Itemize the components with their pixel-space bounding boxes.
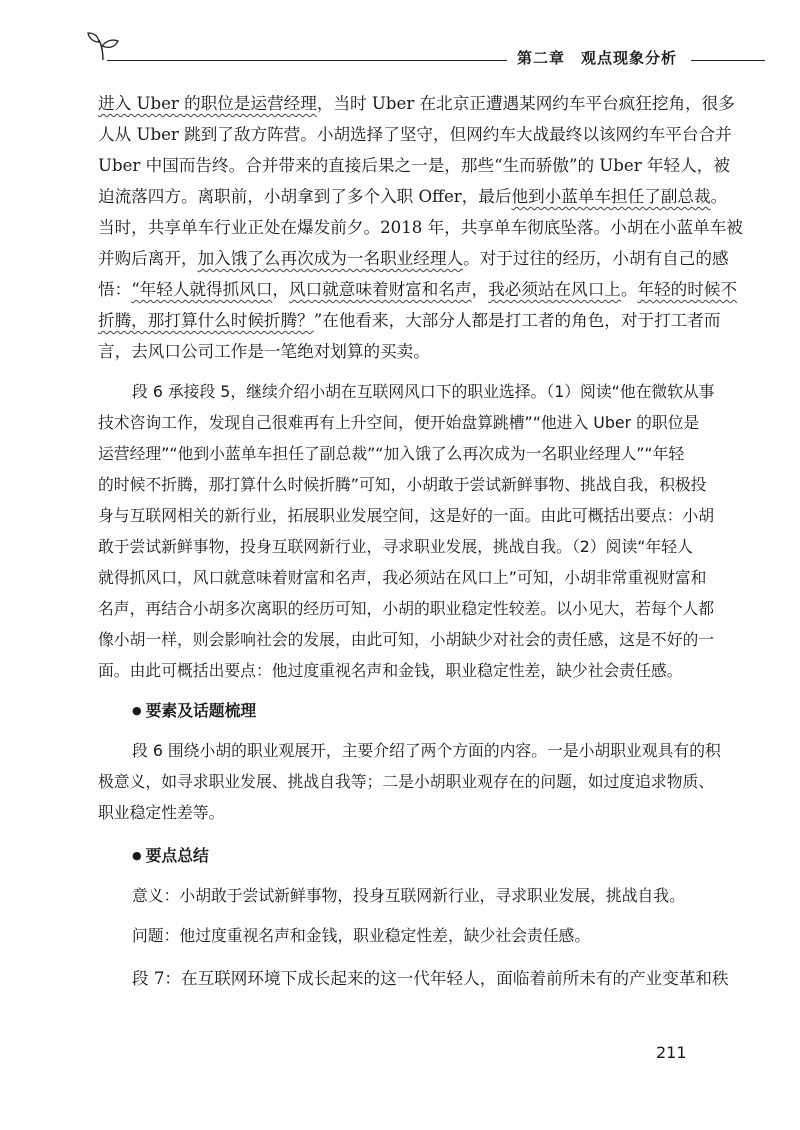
text-line: 极意义，如寻求职业发展、挑战自我等；二是小胡职业观存在的问题，如过度追求物质、 bbox=[98, 772, 715, 791]
section-heading-text: 要点总结 bbox=[145, 846, 209, 865]
text-run: 悟： bbox=[98, 280, 132, 299]
text-run: 。 bbox=[710, 187, 728, 206]
underlined-phrase: “年轻人就得抓风口 bbox=[131, 280, 273, 299]
text-line: 的时候不折腾，那打算什么时候折腾”可知，小胡敢于尝试新鲜事物、挑战自我，积极投 bbox=[98, 475, 707, 494]
text-run: 。对于过往的经历，小胡有自己的感 bbox=[463, 249, 729, 268]
bullet-icon: ● bbox=[132, 849, 142, 862]
underlined-phrase: 我必须站在风口上 bbox=[488, 280, 621, 299]
text-run: ”在他看来，大部分人都是打工者的角色，对于打工者而 bbox=[313, 311, 721, 330]
underlined-phrase: 加入饿了么再次成为一名职业经理人 bbox=[197, 249, 464, 268]
text-line bbox=[98, 88, 735, 119]
header-rule-left bbox=[107, 60, 507, 61]
text-run: 迫流落四方。离职前，小胡拿到了多个入职 Offer，最后 bbox=[98, 187, 512, 206]
section-heading-summary bbox=[98, 840, 710, 871]
text-line: 运营经理”“他到小蓝单车担任了副总裁”“加入饿了么再次成为一名职业经理人”“年轻 bbox=[98, 444, 685, 463]
page-body bbox=[98, 88, 743, 994]
text-line: 当时，共享单车行业正处在爆发前夕。2018 年，共享单车彻底坠落。小胡在小蓝单车被 bbox=[98, 218, 743, 237]
text-line: 技术咨询工作，发现自己很难再有上升空间，便开始盘算跳槽”“他进入 Uber 的职位是 bbox=[98, 413, 700, 432]
text-run: 并购后离开， bbox=[98, 249, 198, 268]
underlined-phrase: 进入 Uber 的职位是运营经理 bbox=[98, 94, 317, 113]
text-line bbox=[98, 305, 721, 336]
bullet-icon: ● bbox=[132, 704, 142, 717]
text-run: ， bbox=[272, 280, 290, 299]
text-line: 职业稳定性差等。 bbox=[98, 803, 225, 822]
text-run: ，当时 Uber 在北京正遭遇某网约车平台疯狂挖角，很多 bbox=[316, 94, 735, 113]
text-line: 面。由此可概括出要点：他过度重视名声和金钱，职业稳定性差，缺少社会责任感。 bbox=[98, 661, 683, 680]
underlined-phrase: 年轻的时候不 bbox=[637, 280, 738, 299]
paragraph-2 bbox=[98, 376, 715, 686]
text-line: 像小胡一样，则会影响社会的发展，由此可知，小胡缺少对社会的责任感，这是不好的一 bbox=[98, 630, 715, 649]
text-line bbox=[98, 274, 738, 305]
underlined-phrase: 他到小蓝单车担任了副总裁 bbox=[511, 187, 711, 206]
text-line: 名声，再结合小胡多次离职的经历可知，小胡的职业稳定性较差。以小见大，若每个人都 bbox=[98, 599, 715, 618]
header-rule-right bbox=[691, 60, 765, 61]
text-line: 段 6 承接段 5，继续介绍小胡在互联网风口下的职业选择。（1）阅读“他在微软从事 bbox=[132, 382, 715, 401]
summary-meaning: 意义：小胡敢于尝试新鲜事物，投身互联网新行业，寻求职业发展，挑战自我。 bbox=[132, 886, 685, 905]
underlined-phrase: 折腾，那打算什么时候折腾？ bbox=[98, 311, 314, 330]
text-line bbox=[98, 243, 729, 274]
text-run: 。 bbox=[620, 280, 638, 299]
summary-problem: 问题：他过度重视名声和金钱，职业稳定性差，缺少社会责任感。 bbox=[132, 926, 591, 945]
running-header bbox=[85, 30, 765, 70]
section-heading-topics bbox=[98, 695, 710, 726]
paragraph-1 bbox=[98, 88, 743, 367]
page-number: 211 bbox=[656, 1043, 687, 1062]
chapter-title: 第二章 观点现象分析 bbox=[517, 49, 678, 67]
sprout-leaf-icon bbox=[85, 30, 121, 64]
text-line: 言，去风口公司工作是一笔绝对划算的买卖。 bbox=[98, 342, 430, 361]
text-line bbox=[98, 181, 728, 212]
section-1-body bbox=[98, 735, 721, 828]
text-line: 身与互联网相关的新行业，拓展职业发展空间，这是好的一面。由此可概括出要点：小胡 bbox=[98, 506, 715, 525]
section-heading-text: 要素及话题梳理 bbox=[145, 701, 257, 720]
text-line: 敢于尝试新鲜事物，投身互联网新行业，寻求职业发展，挑战自我。（2）阅读“年轻人 bbox=[98, 537, 693, 556]
text-line: Uber 中国而告终。合并带来的直接后果之一是，那些“生而骄傲”的 Uber 年轻人，被 bbox=[98, 156, 730, 175]
text-line: 段 6 围绕小胡的职业观展开，主要介绍了两个方面的内容。一是小胡职业观具有的积 bbox=[132, 741, 721, 760]
text-line: 人从 Uber 跳到了敌方阵营。小胡选择了坚守，但网约车大战最终以该网约车平台合并 bbox=[98, 125, 732, 144]
paragraph-7-start: 段 7：在互联网环境下成长起来的这一代年轻人，面临着前所未有的产业变革和秩 bbox=[132, 969, 729, 988]
text-run: ， bbox=[471, 280, 489, 299]
text-line: 就得抓风口，风口就意味着财富和名声，我必须站在风口上”可知，小胡非常重视财富和 bbox=[98, 568, 707, 587]
underlined-phrase: 风口就意味着财富和名声 bbox=[289, 280, 472, 299]
